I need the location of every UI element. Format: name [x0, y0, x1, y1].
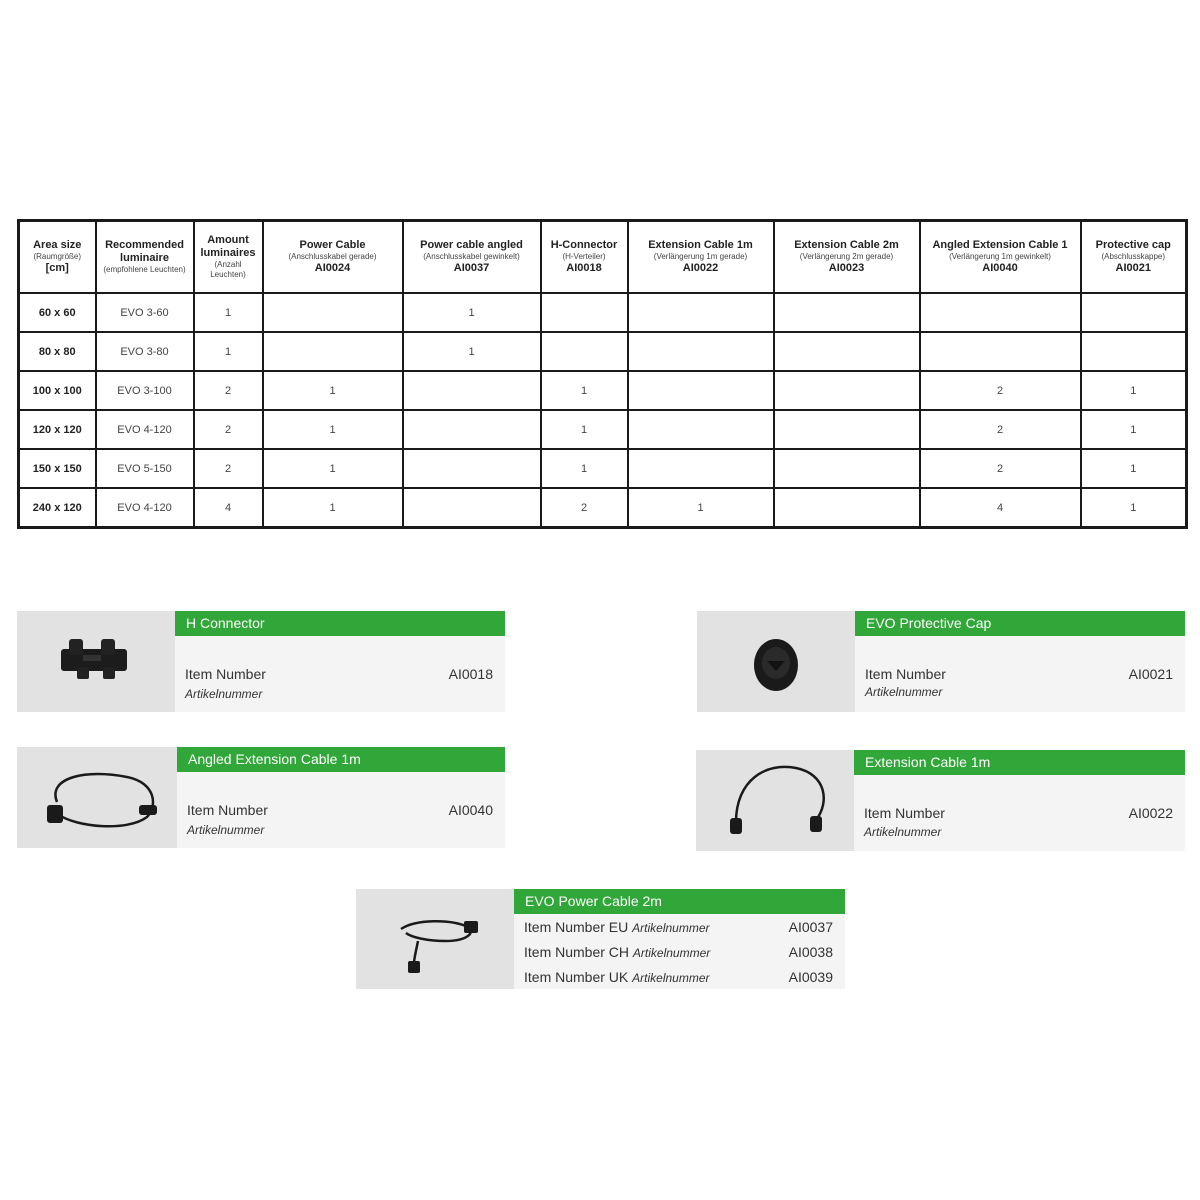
table-cell: EVO 3-80	[96, 332, 194, 371]
column-header-main: Area size	[33, 239, 82, 251]
h-connector-title: H Connector	[175, 611, 505, 636]
column-header	[774, 221, 920, 294]
h-connector-photo	[17, 611, 175, 712]
table-cell: 2	[194, 371, 263, 410]
item-number-value: AI0018	[448, 666, 493, 682]
table-cell: EVO 3-100	[96, 371, 194, 410]
area-size-cell: 60 x 60	[19, 293, 96, 332]
table-cell	[628, 449, 774, 488]
table-cell: 2	[920, 449, 1081, 488]
table-cell: 1	[403, 293, 541, 332]
protective-cap-icon	[697, 611, 855, 712]
angled-cable-info	[177, 747, 505, 848]
angled-cable-icon	[17, 747, 177, 848]
item-number-sub: Artikelnummer	[187, 823, 265, 837]
table-cell: 1	[263, 488, 403, 528]
column-header	[403, 221, 541, 294]
column-header	[541, 221, 628, 294]
item-number-sub: Artikelnummer	[865, 685, 943, 699]
product-card-h-connector	[17, 611, 505, 712]
extension-cable-icon	[696, 750, 854, 851]
table-cell: 1	[403, 332, 541, 371]
table-cell: 1	[628, 488, 774, 528]
table-cell	[628, 371, 774, 410]
column-header-sub: (Abschlusskappe)	[1101, 252, 1166, 261]
item-number-value: AI0022	[1128, 805, 1173, 821]
power-cable-title: EVO Power Cable 2m	[514, 889, 845, 914]
table-cell: 1	[263, 371, 403, 410]
item-number-eu-label: Item Number EU	[524, 919, 629, 935]
table-cell: 4	[194, 488, 263, 528]
table-header-row	[19, 221, 1187, 294]
table-cell	[774, 410, 920, 449]
column-header-code: AI0040	[982, 262, 1018, 274]
column-header	[19, 221, 96, 294]
item-number-ch-label: Item Number CH	[524, 944, 630, 960]
column-header-main: Extension Cable 1m	[648, 239, 753, 251]
table-cell: 2	[194, 410, 263, 449]
table-row	[19, 488, 1187, 528]
table-cell	[628, 410, 774, 449]
table-cell	[628, 332, 774, 371]
table-row	[19, 293, 1187, 332]
item-number-uk-label: Item Number UK	[524, 969, 629, 985]
table-cell	[541, 293, 628, 332]
table-cell: 1	[194, 332, 263, 371]
column-header-sub: (H-Verteiler)	[562, 252, 606, 261]
angled-cable-photo	[17, 747, 177, 848]
column-header-main: Amount luminaires	[200, 234, 256, 259]
item-number-value: AI0040	[448, 802, 493, 818]
table-cell	[774, 371, 920, 410]
table-cell: 1	[541, 449, 628, 488]
table-cell: 1	[263, 410, 403, 449]
extension-cable-title: Extension Cable 1m	[854, 750, 1185, 775]
table-cell	[403, 410, 541, 449]
column-header	[628, 221, 774, 294]
column-header-main: Protective cap	[1095, 239, 1171, 251]
column-header-main: Angled Extension Cable 1	[932, 239, 1068, 251]
table-cell	[920, 332, 1081, 371]
power-cable-icon	[356, 889, 514, 989]
table-cell: 1	[1081, 410, 1187, 449]
protective-cap-info	[855, 611, 1185, 712]
table-cell: 2	[920, 410, 1081, 449]
column-header-sub: (empfohlene Leuchten)	[103, 265, 186, 274]
table-cell: 1	[1081, 449, 1187, 488]
item-number-label: Item Number	[864, 805, 945, 821]
area-size-cell: 80 x 80	[19, 332, 96, 371]
column-header	[920, 221, 1081, 294]
item-number-ch-line	[524, 944, 833, 964]
column-header-sub: (Raumgröße)	[33, 252, 82, 261]
item-number-uk-line	[524, 969, 833, 989]
table-cell	[403, 449, 541, 488]
table-cell	[774, 488, 920, 528]
table-cell: 2	[194, 449, 263, 488]
column-header-code: [cm]	[45, 262, 69, 274]
table-cell: 1	[194, 293, 263, 332]
table-cell: 1	[1081, 488, 1187, 528]
table-cell	[628, 293, 774, 332]
item-number-uk-sub: Artikelnummer	[632, 971, 710, 985]
item-number-sub: Artikelnummer	[864, 825, 942, 839]
table-cell	[774, 293, 920, 332]
item-number-value: AI0021	[1128, 666, 1173, 682]
item-number-eu-sub: Artikelnummer	[632, 921, 710, 935]
protective-cap-photo	[697, 611, 855, 712]
area-size-cell: 240 x 120	[19, 488, 96, 528]
item-number-label: Item Number	[187, 802, 268, 818]
column-header-main: Extension Cable 2m	[794, 239, 899, 251]
column-header	[96, 221, 194, 294]
table-cell: 1	[541, 371, 628, 410]
table-cell: 2	[541, 488, 628, 528]
extension-cable-photo	[696, 750, 854, 851]
table-cell	[541, 332, 628, 371]
extension-cable-info	[854, 750, 1185, 851]
table-cell: 2	[920, 371, 1081, 410]
area-size-cell: 120 x 120	[19, 410, 96, 449]
h-connector-info	[175, 611, 505, 712]
item-number-eu-line	[524, 919, 833, 939]
table-cell: 1	[1081, 371, 1187, 410]
column-header-code: AI0021	[1115, 262, 1151, 274]
product-card-angled-extension-cable	[17, 747, 505, 848]
column-header-sub: (Verlängerung 1m gewinkelt)	[949, 252, 1051, 261]
product-card-power-cable	[356, 889, 845, 989]
power-cable-info	[514, 889, 845, 989]
area-size-cell: 150 x 150	[19, 449, 96, 488]
column-header	[1081, 221, 1187, 294]
table-cell: 4	[920, 488, 1081, 528]
table-cell	[263, 293, 403, 332]
column-header-code: AI0037	[453, 262, 490, 274]
table-cell	[920, 293, 1081, 332]
column-header-sub: (Anschlusskabel gerade)	[288, 252, 377, 261]
column-header-code: AI0024	[314, 262, 351, 274]
column-header-code: AI0023	[828, 262, 865, 274]
protective-cap-title: EVO Protective Cap	[855, 611, 1185, 636]
column-header-main: Power cable angled	[420, 239, 523, 251]
item-number-eu-value: AI0037	[788, 919, 833, 935]
table-cell: 1	[263, 449, 403, 488]
column-header-sub: (Anschlusskabel gewinkelt)	[423, 252, 520, 261]
table-cell: EVO 4-120	[96, 410, 194, 449]
table-row	[19, 410, 1187, 449]
column-header-sub: (Anzahl Leuchten)	[210, 260, 246, 279]
column-header-sub: (Verlängerung 1m gerade)	[653, 252, 748, 261]
table-row	[19, 371, 1187, 410]
table-cell: 1	[541, 410, 628, 449]
column-header-main: H-Connector	[550, 239, 618, 251]
table-body	[19, 293, 1187, 528]
table-row	[19, 449, 1187, 488]
column-header-sub: (Verlängerung 2m gerade)	[799, 252, 894, 261]
area-size-cell: 100 x 100	[19, 371, 96, 410]
table-row	[19, 332, 1187, 371]
table-cell	[263, 332, 403, 371]
product-card-extension-cable	[696, 750, 1185, 851]
compatibility-table	[17, 219, 1188, 529]
table-cell	[774, 449, 920, 488]
item-number-uk-value: AI0039	[788, 969, 833, 985]
product-card-protective-cap	[697, 611, 1185, 712]
item-number-ch-sub: Artikelnummer	[632, 946, 711, 960]
column-header-main: Recommended luminaire	[105, 239, 184, 264]
column-header-main: Power Cable	[299, 239, 366, 251]
table-cell: EVO 5-150	[96, 449, 194, 488]
column-header-code: AI0018	[566, 262, 602, 274]
column-header-code: AI0022	[682, 262, 719, 274]
h-connector-icon	[17, 611, 175, 712]
power-cable-photo	[356, 889, 514, 989]
table-cell	[774, 332, 920, 371]
table-cell	[1081, 332, 1187, 371]
item-number-label: Item Number	[185, 666, 266, 682]
table-cell	[403, 488, 541, 528]
table-cell: EVO 4-120	[96, 488, 194, 528]
table-cell	[403, 371, 541, 410]
item-number-ch-value: AI0038	[788, 944, 833, 960]
column-header	[194, 221, 263, 294]
table-cell	[1081, 293, 1187, 332]
column-header	[263, 221, 403, 294]
item-number-sub: Artikelnummer	[185, 687, 263, 701]
table-cell: EVO 3-60	[96, 293, 194, 332]
item-number-label: Item Number	[865, 666, 946, 682]
angled-cable-title: Angled Extension Cable 1m	[177, 747, 505, 772]
